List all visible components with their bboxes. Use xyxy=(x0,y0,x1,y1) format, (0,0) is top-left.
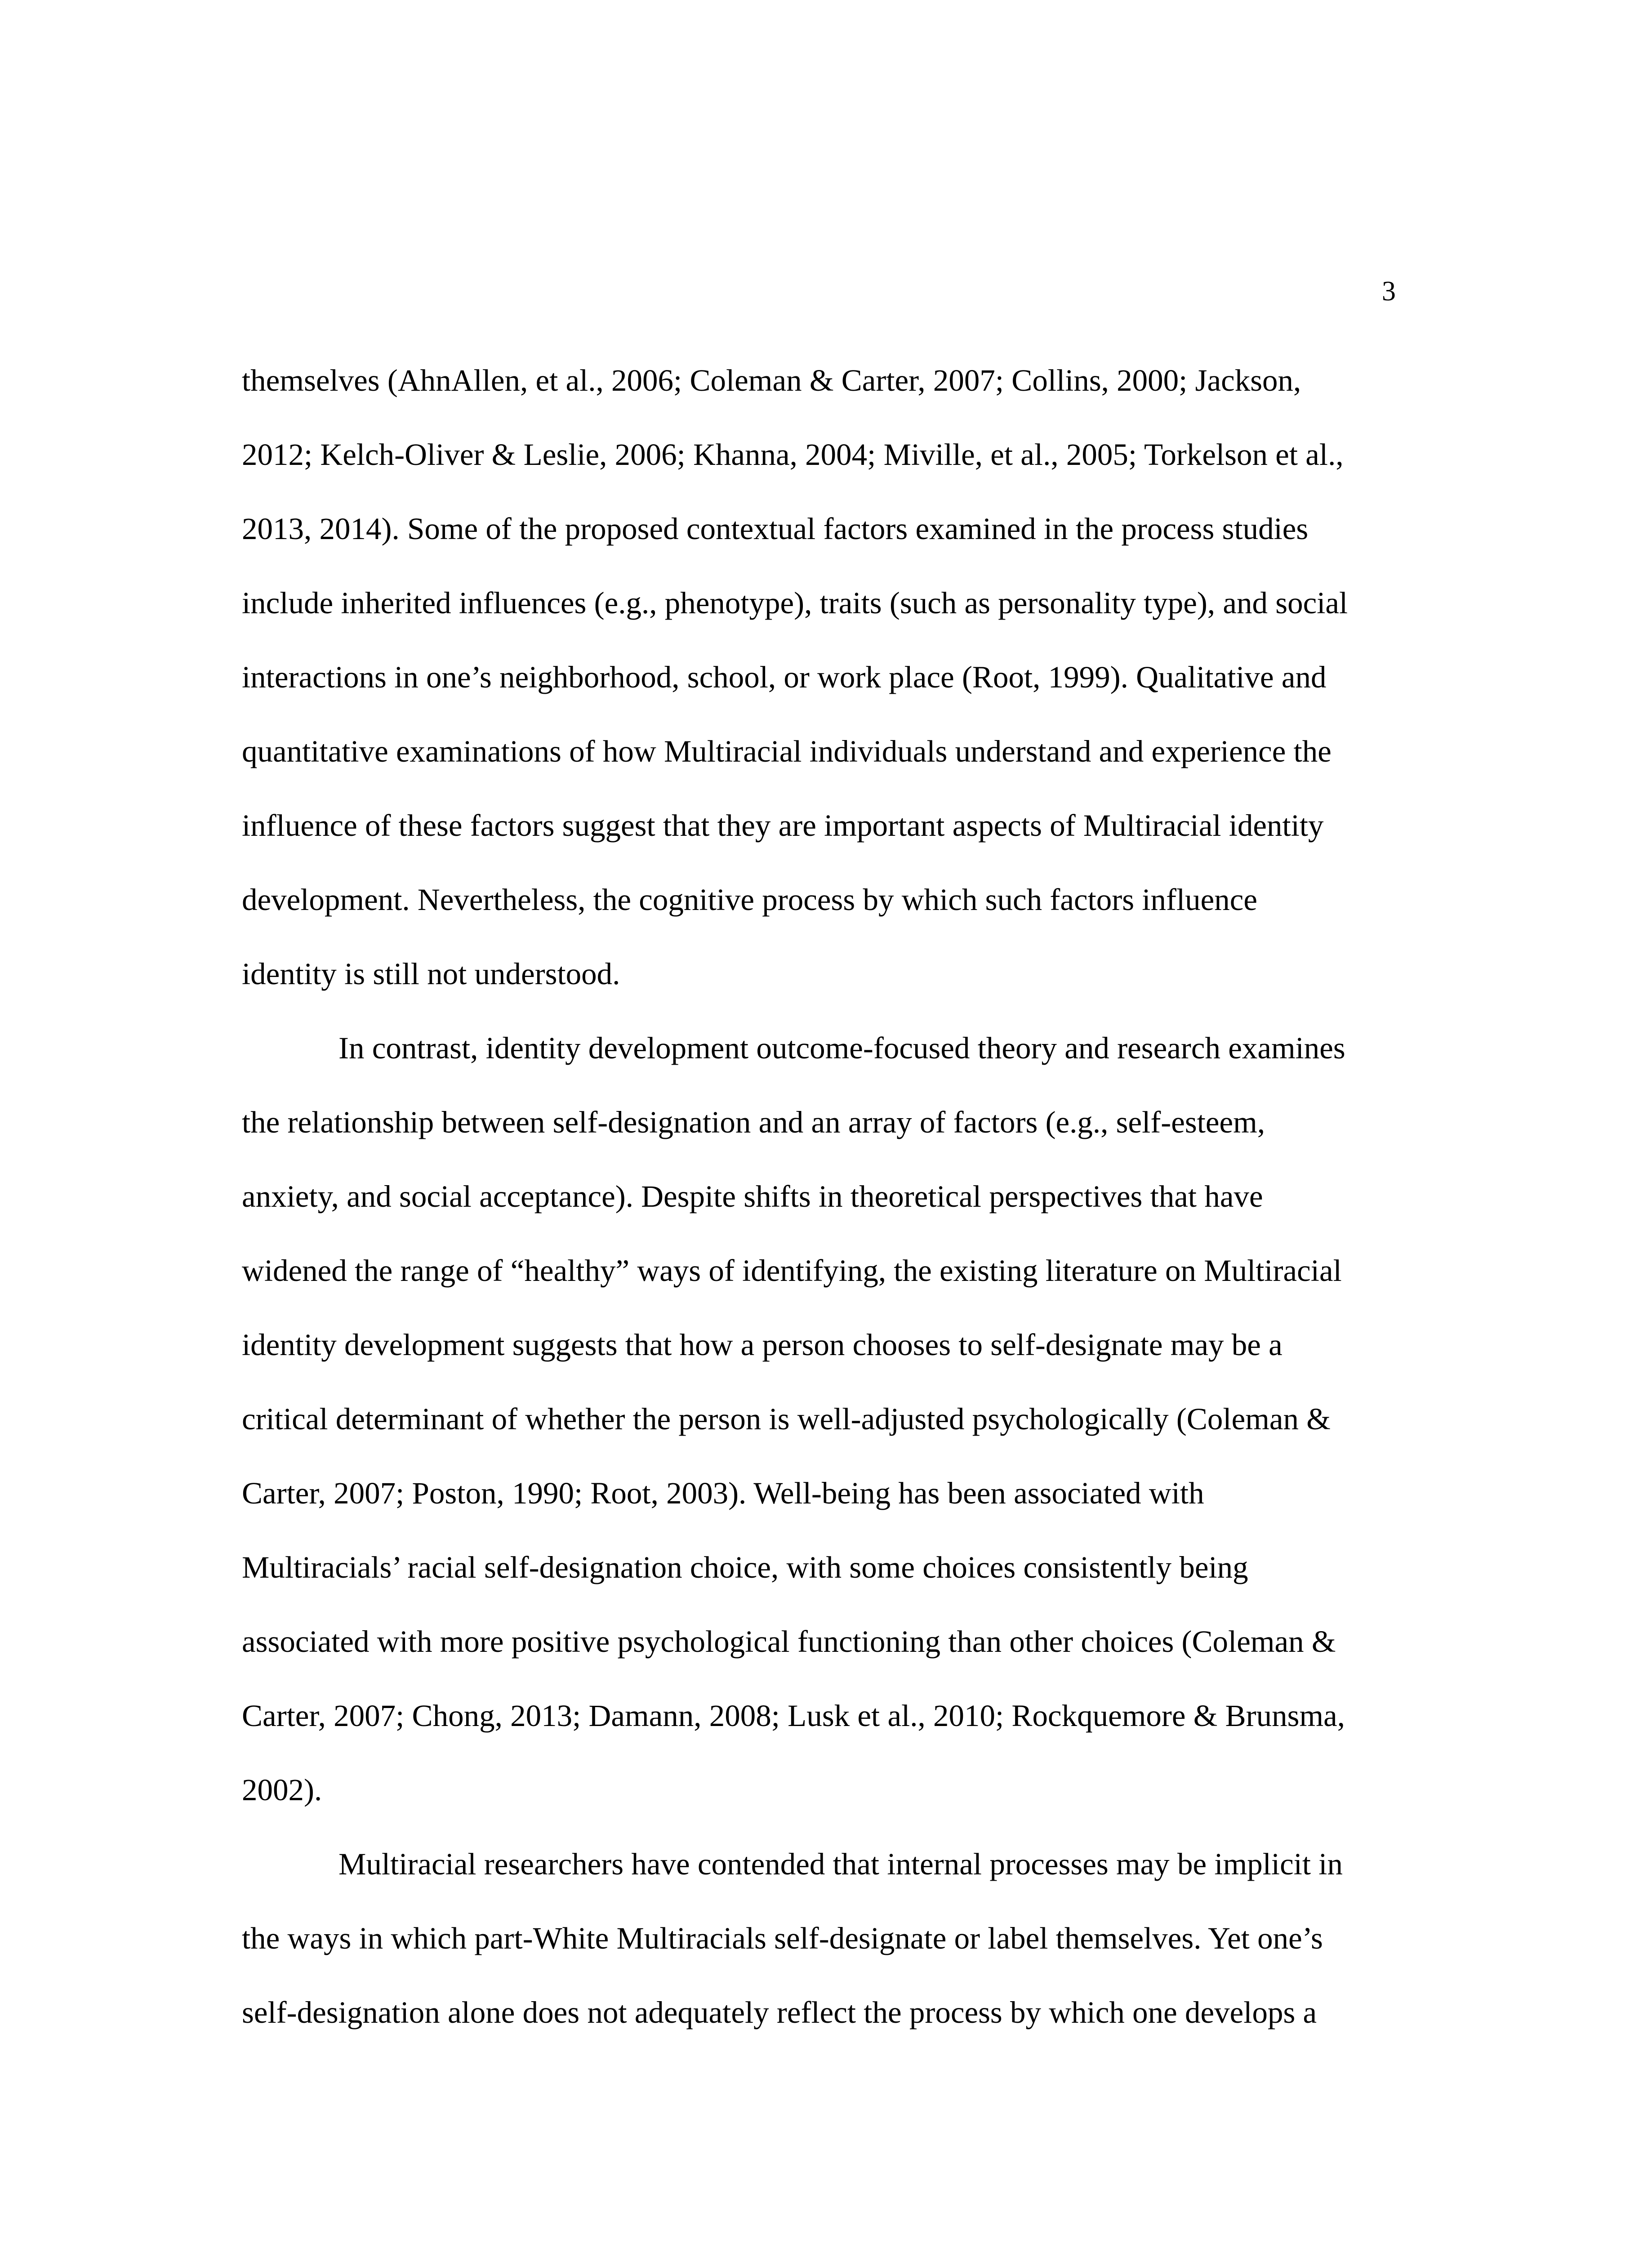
text-line: influence of these factors suggest that they are important aspects of Multiracial identity xyxy=(242,808,1324,843)
text-line: the relationship between self-designation and an array of factors (e.g., self-esteem, xyxy=(242,1105,1265,1139)
text-line: 2013, 2014). Some of the proposed contextual factors examined in the process studies xyxy=(242,512,1309,546)
text-line: critical determinant of whether the person is well-adjusted psychologically (Coleman & xyxy=(242,1402,1331,1436)
text-line: themselves (AhnAllen, et al., 2006; Coleman & Carter, 2007; Collins, 2000; Jackson, xyxy=(242,363,1301,397)
text-line: 2002). xyxy=(242,1773,322,1807)
body-text xyxy=(242,364,1393,2070)
text-line: Carter, 2007; Chong, 2013; Damann, 2008; Lusk et al., 2010; Rockquemore & Brunsma, xyxy=(242,1699,1345,1733)
text-line: Carter, 2007; Poston, 1990; Root, 2003). Well-being has been associated with xyxy=(242,1476,1204,1510)
text-line: anxiety, and social acceptance). Despite shifts in theoretical perspectives that have xyxy=(242,1179,1263,1213)
paragraph-first-line: In contrast, identity development outcome-focused theory and research examines xyxy=(338,1031,1345,1065)
text-line: widened the range of “healthy” ways of identifying, the existing literature on Multiracial xyxy=(242,1253,1342,1288)
text-line: associated with more positive psychological functioning than other choices (Coleman & xyxy=(242,1624,1336,1659)
text-line: 2012; Kelch-Oliver & Leslie, 2006; Khanna, 2004; Miville, et al., 2005; Torkelson et al., xyxy=(242,437,1344,472)
text-line: quantitative examinations of how Multiracial individuals understand and experience the xyxy=(242,734,1331,768)
text-line: include inherited influences (e.g., phenotype), traits (such as personality type), and social xyxy=(242,586,1348,620)
text-line: interactions in one’s neighborhood, school, or work place (Root, 1999). Qualitative and xyxy=(242,660,1327,694)
paragraph-first-line: Multiracial researchers have contended that internal processes may be implicit in xyxy=(338,1847,1343,1881)
text-line: self-designation alone does not adequately reflect the process by which one develops a xyxy=(242,1995,1317,2029)
text-line: the ways in which part-White Multiracials self-designate or label themselves. Yet one’s xyxy=(242,1921,1323,1955)
text-line: Multiracials’ racial self-designation choice, with some choices consistently being xyxy=(242,1550,1248,1584)
text-line: identity is still not understood. xyxy=(242,957,620,991)
text-line: development. Nevertheless, the cognitive process by which such factors influence xyxy=(242,883,1258,917)
text-line: identity development suggests that how a person chooses to self-designate may be a xyxy=(242,1328,1282,1362)
page-number: 3 xyxy=(1382,276,1396,307)
